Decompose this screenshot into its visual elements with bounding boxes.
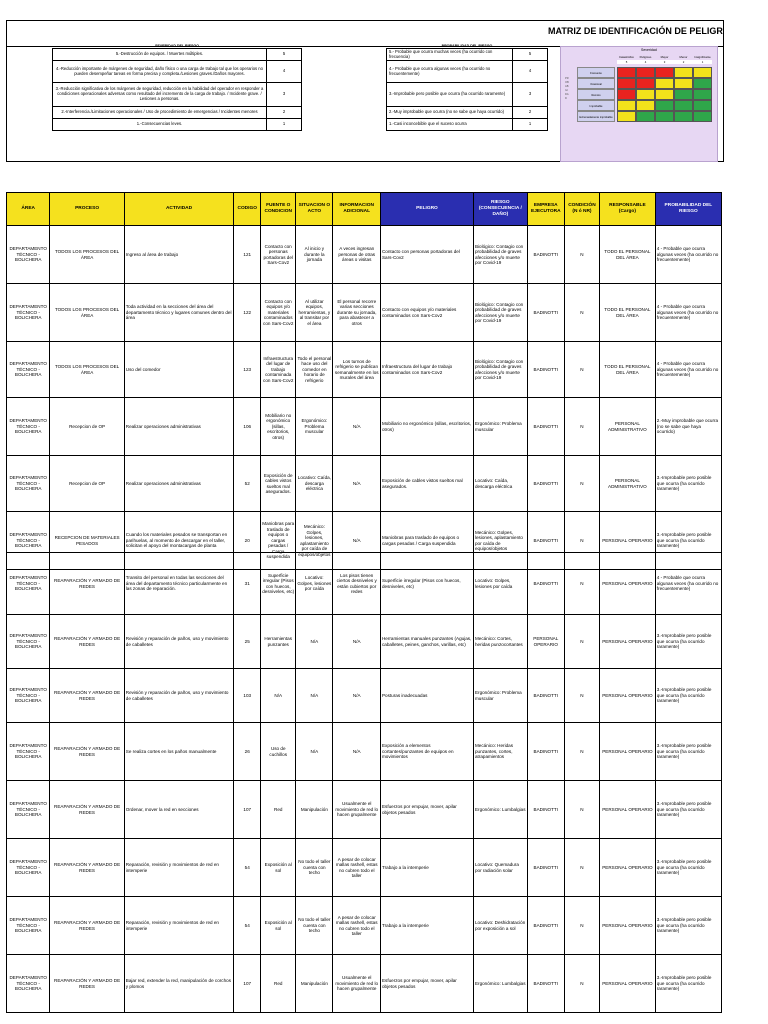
- table-cell: Maniobras para traslado de equipos o cargas pesadas / Carga suspendida: [380, 512, 473, 570]
- probability-value: 1: [513, 119, 548, 131]
- risk-matrix-cell: [693, 67, 712, 78]
- table-cell: Contacto con equipos y/o materiales contaminados con Sars-Cov2: [380, 284, 473, 342]
- table-cell: DEPARTAMENTO TÉCNICO - BOLICHERA: [7, 342, 50, 398]
- table-cell: N/A: [261, 669, 296, 723]
- table-cell: N: [564, 669, 599, 723]
- column-header: RESPONSABLE (Cargo): [600, 193, 656, 226]
- severity-legend-row: [53, 83, 302, 107]
- table-cell: 3.-Improbable pero posible que ocurra (ha ocurrido raramente): [655, 897, 721, 955]
- table-cell: BADINOTTI: [527, 512, 564, 570]
- table-row: [7, 723, 722, 781]
- table-header-row: [7, 193, 722, 226]
- probability-legend-row: [387, 83, 548, 107]
- table-cell: N: [564, 226, 599, 284]
- risk-matrix-cell: [636, 100, 655, 111]
- table-cell: Usualmente el movimiento de red lo hacen grupalmente: [333, 781, 381, 839]
- table-row: [7, 284, 722, 342]
- table-cell: Mecánico: Heridas punzantes, cortes, atrapamientos: [473, 723, 527, 781]
- severity-value: 5: [267, 49, 302, 61]
- table-cell: N/A: [333, 615, 381, 669]
- table-cell: TODO EL PERSONAL DEL ÁREA: [600, 226, 656, 284]
- risk-matrix-column-label: Peligroso: [639, 55, 652, 59]
- column-header: CONDICIÓN (N ó NR): [564, 193, 599, 226]
- risk-matrix-title: Severidad: [641, 48, 657, 52]
- table-cell: A veces ingresan personas de otras áreas o visitas: [333, 226, 381, 284]
- table-cell: PERSONAL OPERARIO: [600, 553, 656, 615]
- probability-description: 4.- Probable que ocurra algunas veces (ha ocurrido no frecuentemente): [387, 61, 513, 83]
- column-header: ÁREA: [7, 193, 50, 226]
- table-cell: Ergonómico: Problema muscular: [473, 398, 527, 456]
- table-cell: PERSONAL OPERARIO: [600, 839, 656, 897]
- risk-matrix-cell: [693, 78, 712, 89]
- table-cell: 106: [234, 398, 261, 456]
- table-cell: DEPARTAMENTO TÉCNICO - BOLICHERA: [7, 723, 50, 781]
- table-row: [7, 669, 722, 723]
- table-cell: BADINOTTI: [527, 342, 564, 398]
- table-cell: Esfuerzos por empujar, mover, apilar objetos pesados: [380, 781, 473, 839]
- table-cell: DEPARTAMENTO TÉCNICO - BOLICHERA: [7, 456, 50, 512]
- table-cell: BADINOTTI: [527, 284, 564, 342]
- table-row: [7, 839, 722, 897]
- table-cell: PERSONAL OPERARIO: [600, 512, 656, 570]
- table-cell: REAPARACIÓN Y ARMADO DE REDES: [50, 955, 124, 1013]
- table-cell: BADINOTTI: [527, 226, 564, 284]
- table-cell: PERSONAL OPERARIO: [600, 781, 656, 839]
- risk-matrix-cell: [617, 67, 636, 78]
- table-cell: Recepcion de OP: [50, 456, 124, 512]
- risk-matrix-row-label: Ocasional: [577, 78, 615, 89]
- risk-matrix-cell: [636, 78, 655, 89]
- table-cell: N/A: [296, 723, 333, 781]
- table-cell: N/A: [333, 669, 381, 723]
- probability-description: 1.-Casi inconcebible que el suceso ocurra: [387, 119, 513, 131]
- severity-description: 1.-Consecuencias leves.: [53, 119, 267, 131]
- column-header: PELIGRO: [380, 193, 473, 226]
- table-cell: PERSONAL OPERARIO: [600, 615, 656, 669]
- probability-description: 2.-Muy improbable que ocurra (no se sabe que haya ocurrido): [387, 107, 513, 119]
- table-cell: N: [564, 553, 599, 615]
- table-cell: Realizar operaciones administrativas: [124, 456, 234, 512]
- table-cell: 3.-Improbable pero posible que ocurra (ha ocurrido raramente): [655, 955, 721, 1013]
- table-cell: 3.-Improbable pero posible que ocurra (ha ocurrido raramente): [655, 512, 721, 570]
- table-cell: BADINOTTI: [527, 897, 564, 955]
- risk-matrix-chart: [560, 46, 718, 162]
- table-cell: Bajar red, extender la red, manipulación de corchos y plomos: [124, 955, 234, 1013]
- risk-matrix-cell: [674, 89, 693, 100]
- column-header: INFORMACION ADICIONAL: [333, 193, 381, 226]
- table-cell: PERSONAL ADMINISTRATIVO: [600, 398, 656, 456]
- table-cell: Posturas inadecuadas: [380, 669, 473, 723]
- table-cell: Ordenar, mover la red en secciones: [124, 781, 234, 839]
- severity-legend-row: [53, 107, 302, 119]
- table-cell: BADINOTTI: [527, 781, 564, 839]
- risk-matrix-column-value: 2: [674, 60, 693, 64]
- table-cell: Red: [261, 781, 296, 839]
- table-cell: Los pisos tienen ciertos desniveles y están cubiertos por redes: [333, 553, 381, 615]
- table-cell: REAPARACIÓN Y ARMADO DE REDES: [50, 897, 124, 955]
- column-header: FUENTE O CONDICION: [261, 193, 296, 226]
- column-header: PROBABILIDAD DEL RIESGO: [655, 193, 721, 226]
- table-cell: 3.-Improbable pero posible que ocurra (ha ocurrido raramente): [655, 669, 721, 723]
- page-title: MATRIZ DE IDENTIFICACIÓN DE PELIGR: [548, 26, 723, 36]
- risk-matrix-cell: [655, 67, 674, 78]
- table-cell: Uso de cuchillos: [261, 723, 296, 781]
- table-cell: 25: [234, 615, 261, 669]
- table-cell: N/A: [296, 615, 333, 669]
- column-header: PROCESO: [50, 193, 124, 226]
- risk-matrix-cell: [693, 111, 712, 122]
- table-cell: N: [564, 512, 599, 570]
- table-cell: 121: [234, 226, 261, 284]
- table-cell: 2.-Muy improbable que ocurra (no se sabe que haya ocurrido): [655, 398, 721, 456]
- table-cell: Exposición de cables vistos sueltos mal asegurados.: [261, 456, 296, 512]
- table-cell: Mecánico: Golpes, lesiones, aplastamiento por caída de equipos/objetos: [473, 512, 527, 570]
- table-cell: DEPARTAMENTO TÉCNICO - BOLICHERA: [7, 398, 50, 456]
- table-cell: N/A: [333, 723, 381, 781]
- risk-matrix-cell: [617, 111, 636, 122]
- table-cell: BADINOTTI: [527, 456, 564, 512]
- table-cell: Toda actividad en la secciones del área del departamento técnico y lugares comunes dentro del área: [124, 284, 234, 342]
- table-cell: Infraestructura del lugar de trabajo contaminada con Sars-Cov2: [261, 342, 296, 398]
- table-cell: El personal recorre varias secciones durante su jornada, para abastecer a otros: [333, 284, 381, 342]
- risk-matrix-cell: [693, 100, 712, 111]
- table-cell: N/A: [333, 512, 381, 570]
- table-cell: 4 - Probable que ocurra algunas veces (ha ocurrido no frecuentemente): [655, 553, 721, 615]
- table-cell: 3.-Improbable pero posible que ocurra (ha ocurrido raramente): [655, 723, 721, 781]
- table-cell: Infraestructura del lugar de trabajo contaminados con Sars-Cov2: [380, 342, 473, 398]
- table-cell: REAPARACIÓN Y ARMADO DE REDES: [50, 781, 124, 839]
- column-header: RIESGO (CONSECUENCIA / DAÑO): [473, 193, 527, 226]
- table-cell: 103: [234, 669, 261, 723]
- risk-matrix-column-label: Mayor: [660, 55, 669, 59]
- table-cell: Locativo: Caída, descarga eléctrica: [296, 456, 333, 512]
- table-cell: N: [564, 781, 599, 839]
- risk-matrix-cell: [655, 89, 674, 100]
- table-cell: Herramientas punzantes: [261, 615, 296, 669]
- table-cell: Manipulación: [296, 781, 333, 839]
- risk-matrix-cell: [693, 89, 712, 100]
- table-cell: BADINOTTI: [527, 723, 564, 781]
- column-header: EMPRESA EJECUTORA: [527, 193, 564, 226]
- risk-matrix-column-value: 5: [617, 60, 636, 64]
- table-cell: REAPARACIÓN Y ARMADO DE REDES: [50, 723, 124, 781]
- table-cell: DEPARTAMENTO TÉCNICO - BOLICHERA: [7, 615, 50, 669]
- table-cell: N: [564, 398, 599, 456]
- severity-heading: SEVERIDAD DEL RIESGO: [154, 44, 200, 48]
- table-cell: Exposición a elementos cortantes/punzantes de equipos en movimientos: [380, 723, 473, 781]
- table-cell: PERSONAL ADMINISTRATIVO: [600, 456, 656, 512]
- table-cell: PERSONAL OPERARIO: [600, 669, 656, 723]
- table-cell: Superficie irregular (Pisos con huecos, desniveles, etc): [261, 553, 296, 615]
- probability-description: 3.-Improbable pero posible que ocurra (ha ocurrido raramente): [387, 83, 513, 107]
- risk-matrix-cell: [617, 89, 636, 100]
- table-cell: Locativo: Caída, descarga eléctrica: [473, 456, 527, 512]
- table-cell: TODOS LOS PROCESOS DEL ÁREA: [50, 342, 124, 398]
- table-cell: 3.-Improbable pero posible que ocurra (ha ocurrido raramente): [655, 781, 721, 839]
- table-cell: Exposición al sol: [261, 839, 296, 897]
- table-cell: DEPARTAMENTO TÉCNICO - BOLICHERA: [7, 512, 50, 570]
- table-cell: Cuando los materiales pesados se transportan en parihuelas, al momento de descargar en el taller, solicitan el apoyo del montacargas de planta: [124, 512, 234, 570]
- table-cell: Ergonómico: Lumbalgias: [473, 955, 527, 1013]
- table-cell: DEPARTAMENTO TÉCNICO - BOLICHERA: [7, 669, 50, 723]
- risk-matrix-cell: [636, 89, 655, 100]
- table-cell: Exposición al sol: [261, 897, 296, 955]
- severity-description: 3.-Reducción significativa de los márgenes de seguridad, reducción en la habilidad del operador en responder a condiciones operacionales adversas como resultado del incremento de la carga de trabajo. / Incidente grave. / Lesiones a personas.: [53, 83, 267, 107]
- table-cell: Biológico: Contagio con probabilidad de graves afecciones y/o muerte por Covid-19: [473, 284, 527, 342]
- table-cell: Mobiliario no ergonómico (sillas, escritorios, otros): [261, 398, 296, 456]
- table-cell: Ergonómico: Lumbalgias: [473, 781, 527, 839]
- probability-heading: PROBABILIDAD DEL RIESGO: [441, 44, 493, 48]
- table-cell: Se realiza cortes en los paños manualmente: [124, 723, 234, 781]
- table-row: [7, 955, 722, 1013]
- table-cell: Biológico: Contagio con probabilidad de graves afecciones y/o muerte por Covid-19: [473, 226, 527, 284]
- table-cell: Manipulación: [296, 955, 333, 1013]
- severity-description: 5.-Destrucción de equipos. / Muertes múltiples.: [53, 49, 267, 61]
- table-cell: PERSONAL OPERARIO: [600, 897, 656, 955]
- table-cell: Locativo: Golpes, lesiones por caída: [473, 553, 527, 615]
- table-row: [7, 897, 722, 955]
- table-cell: REAPARACIÓN Y ARMADO DE REDES: [50, 669, 124, 723]
- table-cell: Uso del comedor: [124, 342, 234, 398]
- table-cell: Transito del personal en todas las secciones del área del departamento técnico particularmente en las zonas de reparación.: [124, 553, 234, 615]
- risk-matrix-cell: [674, 78, 693, 89]
- probability-legend-row: [387, 49, 548, 61]
- table-cell: Locativo: Golpes, lesiones por caída: [296, 553, 333, 615]
- table-cell: Contacto con personas portadoras del Sars-Cov2: [380, 226, 473, 284]
- table-cell: Reparación, revisión y movimientos de red en intemperie: [124, 897, 234, 955]
- table-cell: DEPARTAMENTO TÉCNICO - BOLICHERA: [7, 226, 50, 284]
- table-cell: N/A: [333, 456, 381, 512]
- risk-matrix-row-label: Remoto: [577, 89, 615, 100]
- table-cell: Mobiliario no ergonómico (sillas, escritorios, otros): [380, 398, 473, 456]
- table-cell: 107: [234, 955, 261, 1013]
- risk-matrix-cell: [617, 100, 636, 111]
- table-cell: Trabajo a la intemperie: [380, 897, 473, 955]
- table-cell: BADINOTTI: [527, 669, 564, 723]
- table-cell: 31: [234, 553, 261, 615]
- table-cell: 54: [234, 839, 261, 897]
- probability-value: 3: [513, 83, 548, 107]
- table-cell: A pesar de colocar mallas rashell, estas no cubren todo el taller: [333, 897, 381, 955]
- table-cell: Red: [261, 955, 296, 1013]
- table-cell: A pesar de colocar mallas rashell, estas no cubren todo el taller: [333, 839, 381, 897]
- risk-matrix-row-label: Frecuente: [577, 67, 615, 78]
- table-cell: No todo el taller cuenta con techo: [296, 839, 333, 897]
- risk-matrix-cell: [674, 67, 693, 78]
- severity-legend-row: [53, 61, 302, 83]
- probability-legend-row: [387, 61, 548, 83]
- table-cell: Biológico: Contagio con probabilidad de graves afecciones y/o muerte por Covid-19: [473, 342, 527, 398]
- table-cell: 122: [234, 284, 261, 342]
- table-cell: Locativo: Quemadura por radiación solar: [473, 839, 527, 897]
- table-cell: Ergonómico: Problema muscular: [473, 669, 527, 723]
- table-cell: 107: [234, 781, 261, 839]
- table-cell: Esfuerzos por empujar, mover, apilar objetos pesados: [380, 955, 473, 1013]
- probability-legend: [386, 44, 548, 131]
- table-cell: BADINOTTI: [527, 553, 564, 615]
- hazard-table-bottom: [6, 552, 722, 1013]
- table-cell: 3.-Improbable pero posible que ocurra (ha ocurrido raramente): [655, 456, 721, 512]
- column-header: SITUACION O ACTO: [296, 193, 333, 226]
- severity-legend-row: [53, 49, 302, 61]
- table-cell: N: [564, 897, 599, 955]
- table-cell: Exposición de cables vistos sueltos mal asegurados.: [380, 456, 473, 512]
- table-cell: Reparación, revisión y movimientos de red en intemperie: [124, 839, 234, 897]
- risk-matrix-cell: [636, 67, 655, 78]
- table-cell: No todo el taller cuenta con techo: [296, 897, 333, 955]
- table-cell: Recepcion de OP: [50, 398, 124, 456]
- table-cell: REAPARACIÓN Y ARMADO DE REDES: [50, 615, 124, 669]
- table-cell: TODO EL PERSONAL DEL ÁREA: [600, 284, 656, 342]
- table-cell: BADINOTTI: [527, 955, 564, 1013]
- table-row: [7, 226, 722, 284]
- table-cell: 4 - Probable que ocurra algunas veces (ha ocurrido no frecuentemente): [655, 342, 721, 398]
- probability-description: 5.- Probable que ocurra muchas veces (ha ocurrido con frecuencia): [387, 49, 513, 61]
- risk-matrix-cell: [636, 111, 655, 122]
- column-header: ACTIVIDAD: [124, 193, 234, 226]
- table-cell: Contacto con personas portadoras del Sars-Cov2: [261, 226, 296, 284]
- risk-matrix-row-label: Improbable: [577, 100, 615, 111]
- table-cell: 54: [234, 897, 261, 955]
- table-cell: 4 - Probable que ocurra algunas veces (ha ocurrido no frecuentemente): [655, 226, 721, 284]
- table-cell: 52: [234, 456, 261, 512]
- severity-value: 2: [267, 107, 302, 119]
- table-cell: N: [564, 342, 599, 398]
- table-cell: BADINOTTI: [527, 398, 564, 456]
- risk-matrix-column-value: 3: [655, 60, 674, 64]
- table-cell: 4 - Probable que ocurra algunas veces (ha ocurrido no frecuentemente): [655, 284, 721, 342]
- table-cell: Contacto con equipos y/o materiales contaminados con Sars-Cov2: [261, 284, 296, 342]
- severity-legend-row: [53, 119, 302, 131]
- severity-legend: [52, 44, 302, 131]
- risk-matrix-column-value: 1: [693, 60, 712, 64]
- table-cell: BADINOTTI: [527, 839, 564, 897]
- risk-matrix-row-label: Extremadamente improbable: [577, 111, 615, 122]
- severity-description: 4.-Reducción importante de márgenes de seguridad, daño físico o una carga de trabajo tal que los operarios no pueden desempeñar tareas en forma precisa y completa./Lesiones graves./Daños mayores.: [53, 61, 267, 83]
- table-cell: Todo el personal hace uso del comedor en horario de refrigerio: [296, 342, 333, 398]
- table-cell: RECEPCION DE MATERIALES PESADOS: [50, 512, 124, 570]
- risk-matrix-side-label: PROBABILIDAD: [565, 77, 569, 100]
- table-cell: PERSONAL OPERARIO: [600, 723, 656, 781]
- table-cell: N: [564, 723, 599, 781]
- risk-matrix-column-label: Insignificante: [694, 55, 711, 59]
- table-cell: DEPARTAMENTO TÉCNICO - BOLICHERA: [7, 284, 50, 342]
- table-cell: Ergonómico: Problema muscular: [296, 398, 333, 456]
- table-cell: DEPARTAMENTO TÉCNICO - BOLICHERA: [7, 553, 50, 615]
- table-cell: TODOS LOS PROCESOS DEL ÁREA: [50, 284, 124, 342]
- table-cell: Al inicio y durante la jornada: [296, 226, 333, 284]
- risk-matrix-column-label: Catastrófico: [619, 55, 634, 59]
- table-cell: Trabajo a la intemperie: [380, 839, 473, 897]
- severity-value: 1: [267, 119, 302, 131]
- table-cell: Mecánico: Cortes, heridas punzocortantes: [473, 615, 527, 669]
- probability-value: 4: [513, 61, 548, 83]
- table-cell: Revisión y reparación de paños, uso y movimiento de caballetes: [124, 669, 234, 723]
- severity-value: 3: [267, 83, 302, 107]
- table-cell: Los turnos de refrigerio se publican semanalmente en los murales del área: [333, 342, 381, 398]
- table-row: [7, 615, 722, 669]
- table-row: [7, 342, 722, 398]
- table-cell: N: [564, 284, 599, 342]
- table-cell: PERSONAL OPERARIO: [600, 955, 656, 1013]
- table-cell: PERSONAL OPERARIO: [527, 615, 564, 669]
- table-cell: DEPARTAMENTO TÉCNICO - BOLICHERA: [7, 781, 50, 839]
- table-row: [7, 553, 722, 615]
- column-header: CODIGO: [234, 193, 261, 226]
- table-cell: N: [564, 839, 599, 897]
- table-cell: Superficie irregular (Pisos con huecos, desniveles, etc): [380, 553, 473, 615]
- risk-matrix-column-value: 4: [636, 60, 655, 64]
- probability-value: 5: [513, 49, 548, 61]
- risk-matrix-column-label: Menor: [679, 55, 688, 59]
- table-cell: 20: [234, 512, 261, 570]
- table-cell: N: [564, 615, 599, 669]
- table-cell: DEPARTAMENTO TÉCNICO - BOLICHERA: [7, 897, 50, 955]
- table-cell: DEPARTAMENTO TÉCNICO - BOLICHERA: [7, 955, 50, 1013]
- table-cell: Al utilizar equipos, herramientas, y al transitar por el área: [296, 284, 333, 342]
- probability-legend-row: [387, 119, 548, 131]
- probability-value: 2: [513, 107, 548, 119]
- table-cell: 3.-Improbable pero posible que ocurra (ha ocurrido raramente): [655, 615, 721, 669]
- table-cell: TODO EL PERSONAL DEL ÁREA: [600, 342, 656, 398]
- table-cell: N: [564, 955, 599, 1013]
- table-cell: REAPARACIÓN Y ARMADO DE REDES: [50, 839, 124, 897]
- table-cell: 3.-Improbable pero posible que ocurra (ha ocurrido raramente): [655, 839, 721, 897]
- table-cell: Maniobras para traslado de equipos o cargas pesadas / Carga suspendida: [261, 512, 296, 570]
- table-cell: N/A: [296, 669, 333, 723]
- table-cell: Usualmente el movimiento de red lo hacen grupalmente: [333, 955, 381, 1013]
- risk-matrix-cell: [674, 111, 693, 122]
- risk-matrix-cell: [655, 100, 674, 111]
- risk-matrix-cell: [674, 100, 693, 111]
- table-row: [7, 781, 722, 839]
- table-cell: Locativo: Deshidratación por exposición a sol: [473, 897, 527, 955]
- table-cell: N: [564, 456, 599, 512]
- table-cell: N/A: [333, 398, 381, 456]
- severity-value: 4: [267, 61, 302, 83]
- table-cell: 26: [234, 723, 261, 781]
- probability-legend-row: [387, 107, 548, 119]
- table-row: [7, 456, 722, 512]
- table-cell: Ingreso al área de trabajo: [124, 226, 234, 284]
- table-cell: DEPARTAMENTO TÉCNICO - BOLICHERA: [7, 839, 50, 897]
- table-cell: Mecánico: Golpes, lesiones, aplastamiento por caída de equipos/objetos: [296, 512, 333, 570]
- risk-matrix-cell: [655, 78, 674, 89]
- risk-matrix-cell: [617, 78, 636, 89]
- hazard-table-top: [6, 192, 722, 570]
- table-cell: REAPARACIÓN Y ARMADO DE REDES: [50, 553, 124, 615]
- table-cell: TODOS LOS PROCESOS DEL ÁREA: [50, 226, 124, 284]
- table-cell: Herramientas manuales punzantes (Agujas, caballetes, peines, ganchos, varillas, etc): [380, 615, 473, 669]
- table-cell: 123: [234, 342, 261, 398]
- table-cell: Revisión y reparación de paños, uso y movimiento de caballetes: [124, 615, 234, 669]
- table-row: [7, 398, 722, 456]
- severity-description: 2.-Interferencia./Limitaciones operacionales / Uso de procedimiento de emergencias / Incidentes menores: [53, 107, 267, 119]
- risk-matrix-cell: [655, 111, 674, 122]
- table-cell: Realizar operaciones administrativas: [124, 398, 234, 456]
